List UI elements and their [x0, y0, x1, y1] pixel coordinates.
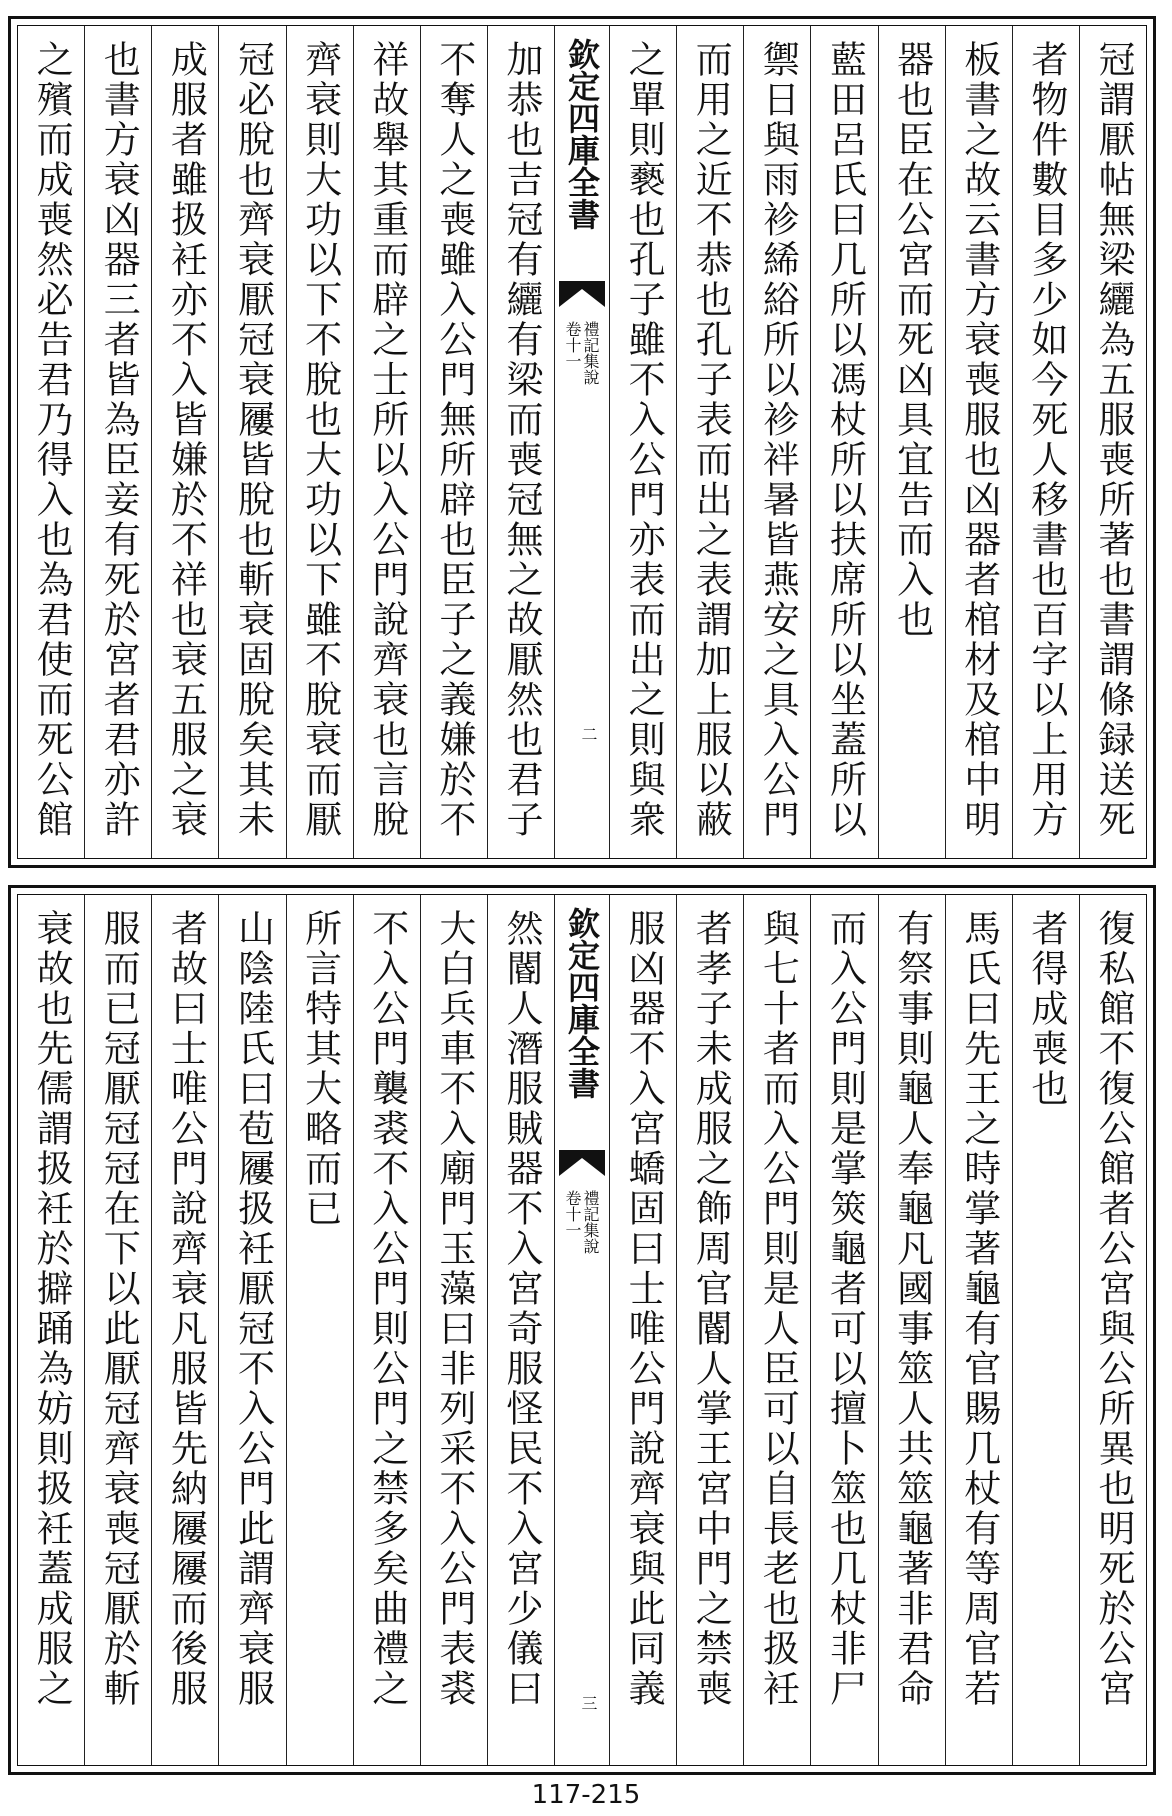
text-column: 板書之故云書方衰喪服也凶器者棺材及棺中明	[945, 26, 1012, 858]
fold-book-title: 禮記集說	[581, 1190, 600, 1254]
top-columns	[18, 26, 1146, 858]
fold-page-number: 三	[579, 1695, 598, 1711]
text-column: 祥故舉其重而辟之士所以入公門說齊衰也言脫	[353, 26, 420, 858]
center-fold	[554, 26, 609, 858]
text-column: 藍田呂氏曰几所以馮杖所以扶席所以坐蓋所以	[810, 26, 877, 858]
text-column: 衰故也先儒謂扱衽於擗踊為妨則扱衽蓋成服之	[30, 909, 74, 1709]
text-column: 復私館不復公館者公宮與公所異也明死於公宮	[1079, 895, 1146, 1765]
text-column: 而用之近不恭也孔子表而出之表謂加上服以蔽	[676, 26, 743, 858]
text-column: 冠必脫也齊衰厭冠衰屨皆脫也斬衰固脫矣其未	[218, 26, 285, 858]
text-column: 者故曰士唯公門說齊衰凡服皆先納屨屨而後服	[151, 895, 218, 1765]
text-column: 不奪人之喪雖入公門無所辟也臣子之義嫌於不	[420, 26, 487, 858]
text-column: 之殯而成喪然必告君乃得入也為君使而死公館	[30, 40, 74, 840]
fold-header: 欽定四庫全書	[563, 907, 601, 1099]
fold-volume: 卷十一	[563, 1190, 582, 1238]
top-page	[8, 16, 1156, 868]
text-column: 所言特其大略而已	[286, 895, 353, 1765]
text-column: 山陰陸氏曰苞屨扱衽厭冠不入公門此謂齊衰服	[218, 895, 285, 1765]
text-column: 服而已冠厭冠冠在下以此厭冠齊衰喪冠厭於斬	[84, 895, 151, 1765]
bottom-page-frame	[17, 894, 1147, 1766]
text-column: 者物件數目多少如今死人移書也百字以上用方	[1012, 26, 1079, 858]
text-column: 不入公門襲裘不入公門則公門之禁多矣曲禮之	[353, 895, 420, 1765]
fishtail-mark-icon	[559, 1150, 605, 1176]
fold-volume: 卷十一	[563, 321, 582, 369]
text-column: 而入公門則是掌筴龜者可以擅卜筮也几杖非尸	[810, 895, 877, 1765]
text-column: 成服者雖扱衽亦不入皆嫌於不祥也衰五服之衰	[151, 26, 218, 858]
text-column: 也書方衰凶器三者皆為臣妾有死於宮者君亦許	[84, 26, 151, 858]
fishtail-mark-icon	[559, 281, 605, 307]
text-column: 與七十者而入公門則是人臣可以自長老也扱衽	[743, 895, 810, 1765]
bottom-columns	[18, 895, 1146, 1765]
text-column: 然閽人潛服賊器不入宮奇服怪民不入宮少儀曰	[487, 895, 554, 1765]
fold-page-number: 二	[579, 726, 598, 742]
fold-header: 欽定四庫全書	[563, 38, 601, 230]
text-column: 之單則褻也孔子雖不入公門亦表而出之則與衆	[609, 26, 676, 858]
fold-book-title: 禮記集說	[581, 321, 600, 385]
center-fold	[554, 895, 609, 1765]
text-column: 馬氏曰先王之時掌著龜有官賜几杖有等周官若	[945, 895, 1012, 1765]
text-column: 者得成喪也	[1012, 895, 1079, 1765]
text-column: 者孝子未成服之飾周官閽人掌王宮中門之禁喪	[676, 895, 743, 1765]
text-column: 器也臣在公宮而死凶具宜告而入也	[878, 26, 945, 858]
text-column: 加恭也吉冠有纚有梁而喪冠無之故厭然也君子	[487, 26, 554, 858]
text-column: 服凶器不入宮蟜固曰士唯公門說齊衰與此同義	[609, 895, 676, 1765]
top-page-frame	[17, 25, 1147, 859]
page-footer-number: 117-215	[531, 1780, 641, 1810]
text-column: 齊衰則大功以下不脫也大功以下雖不脫衰而厭	[286, 26, 353, 858]
text-column: 禦日與雨袗絺綌所以袗袢暑皆燕安之具入公門	[743, 26, 810, 858]
text-column: 有祭事則龜人奉龜凡國事筮人共筮龜著非君命	[878, 895, 945, 1765]
text-column: 大白兵車不入廟門玉藻曰非列采不入公門表裘	[420, 895, 487, 1765]
bottom-page	[8, 885, 1156, 1775]
text-column: 冠謂厭帖無梁纚為五服喪所著也書謂條録送死	[1079, 26, 1146, 858]
